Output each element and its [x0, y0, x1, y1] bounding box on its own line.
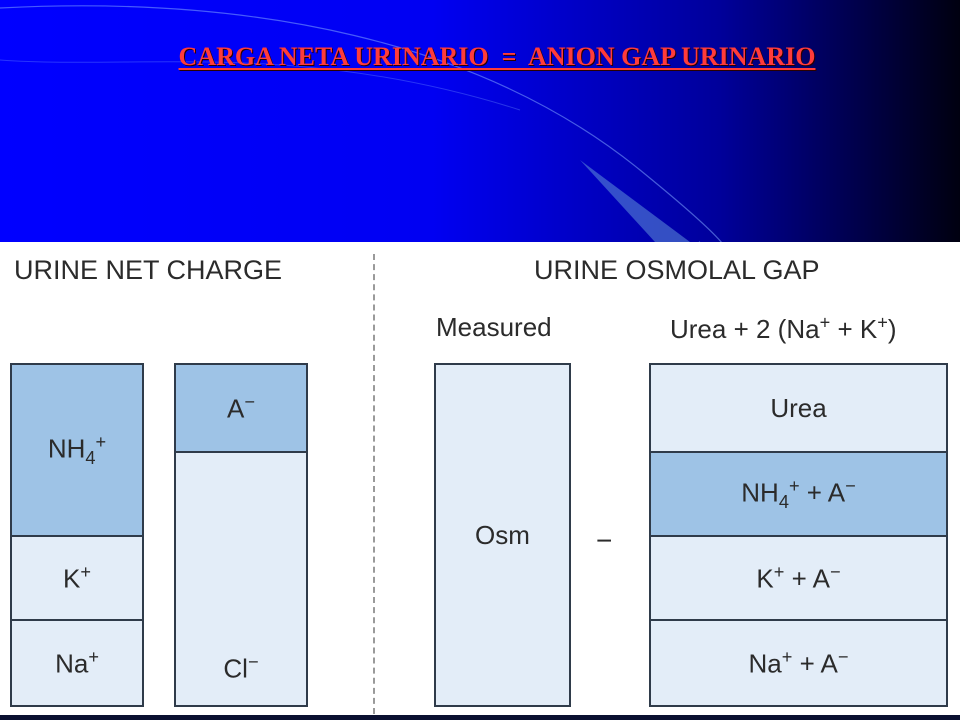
label-na-a: Na+ + A− [748, 646, 849, 679]
heading-urine-net-charge: URINE NET CHARGE [14, 255, 283, 285]
heading-urine-osmolal-gap: URINE OSMOLAL GAP [534, 255, 820, 285]
segment-nh4 [12, 365, 142, 535]
label-na: Na+ [55, 646, 99, 679]
measured-label: Measured [436, 312, 552, 342]
segment-nh4-a [651, 451, 946, 535]
cation-column [10, 363, 144, 707]
measured-column [434, 363, 571, 707]
label-cl: Cl− [223, 652, 259, 684]
label-k-a: K+ + A− [756, 561, 841, 594]
segment-cl [176, 451, 306, 705]
segment-na-a [651, 619, 946, 705]
minus-operator: − [596, 525, 613, 556]
slide-header [0, 0, 960, 242]
decorative-swoosh [0, 0, 960, 242]
anion-column [174, 363, 308, 707]
segment-urea [651, 365, 946, 451]
label-urea: Urea [770, 392, 827, 423]
segment-k-a [651, 535, 946, 619]
label-nh4: $NH_4^+$ [47, 431, 107, 468]
segment-k [12, 535, 142, 619]
calculated-column [649, 363, 948, 707]
figure [0, 242, 960, 720]
label-k: K+ [63, 561, 91, 594]
label-a-minus: A− [227, 391, 255, 424]
panel-divider [373, 254, 375, 714]
segment-a-minus [176, 365, 306, 451]
label-osm: Osm [475, 519, 530, 550]
segment-na [12, 619, 142, 705]
slide-title: CARGA NETA URINARIO = ANION GAP URINARIO [178, 42, 816, 71]
label-nh4-a: $NH_4^+ + A^-$ [741, 475, 856, 512]
segment-osm [436, 365, 569, 705]
calculated-label [670, 312, 897, 345]
label-calculated: Urea + 2 (Na+ + K+) [670, 312, 897, 344]
bottom-strip [0, 715, 960, 720]
